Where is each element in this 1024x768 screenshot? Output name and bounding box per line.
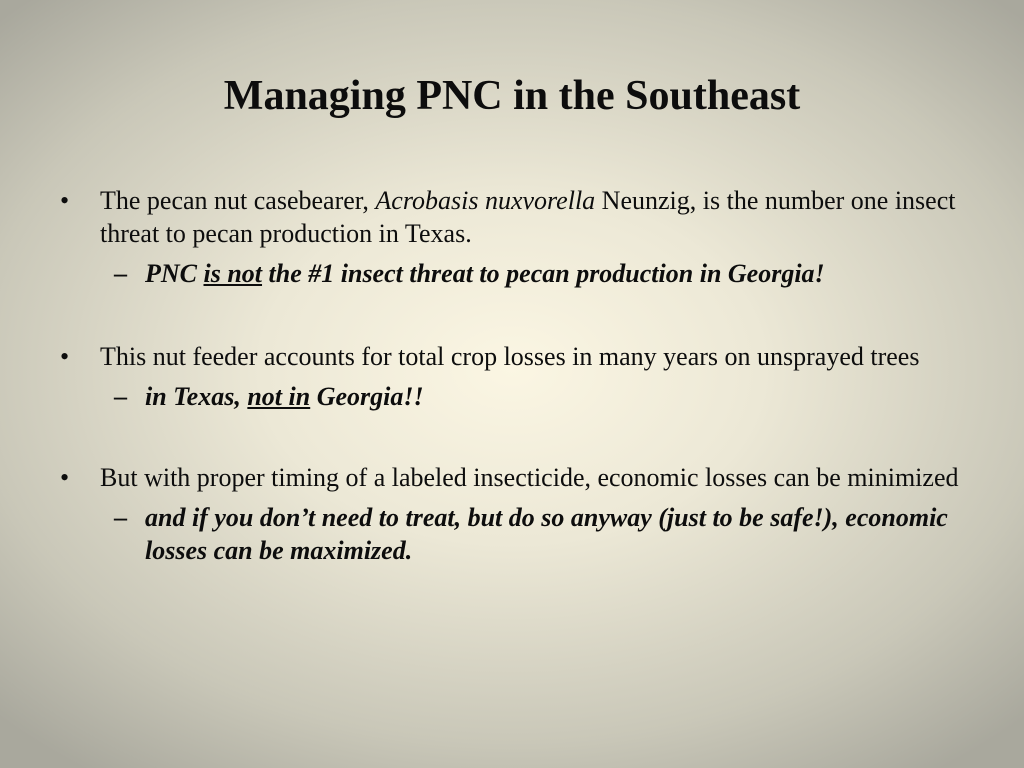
slide-content	[60, 184, 980, 567]
sub-bullet-item-3	[60, 501, 980, 567]
sub-bullet-3-text: and if you don’t need to treat, but do so anyway (just to be safe!), economic losses can be maximized.	[145, 503, 948, 565]
bullet-3-text: But with proper timing of a labeled insecticide, economic losses can be minimized	[100, 463, 959, 492]
sub-bullet-2-text-end: Georgia!!	[310, 382, 424, 411]
sub-bullet-marker: –	[114, 259, 127, 288]
sub-bullet-1-emphasis: is not	[203, 259, 263, 288]
sub-bullet-marker: –	[114, 382, 127, 411]
sub-bullet-1-text-start: PNC	[145, 259, 204, 288]
bullet-marker: •	[60, 342, 70, 371]
sub-bullet-1-text-end: the #1 insect threat to pecan production in Georgia!	[262, 259, 825, 288]
bullet-marker: •	[60, 186, 70, 215]
sub-bullet-item-2	[60, 380, 980, 413]
sub-bullet-marker: –	[114, 503, 127, 532]
bullet-1-text-end: Neunzig, is the number one insect threat to pecan production in Texas.	[100, 186, 956, 248]
sub-bullet-item-1	[60, 257, 980, 290]
sub-bullet-2-text-start: in Texas,	[145, 382, 248, 411]
sub-bullet-2-emphasis: not in	[247, 382, 311, 411]
bullet-item-1	[60, 184, 980, 250]
slide-title: Managing PNC in the Southeast	[223, 73, 801, 119]
species-name: Acrobasis nuxvorella	[375, 186, 596, 215]
bullet-item-3	[60, 461, 980, 494]
bullet-marker: •	[60, 463, 70, 492]
bullet-1-text-start: The pecan nut casebearer,	[100, 186, 376, 215]
bullet-2-text: This nut feeder accounts for total crop losses in many years on unsprayed trees	[100, 342, 920, 371]
bullet-item-2	[60, 340, 980, 373]
